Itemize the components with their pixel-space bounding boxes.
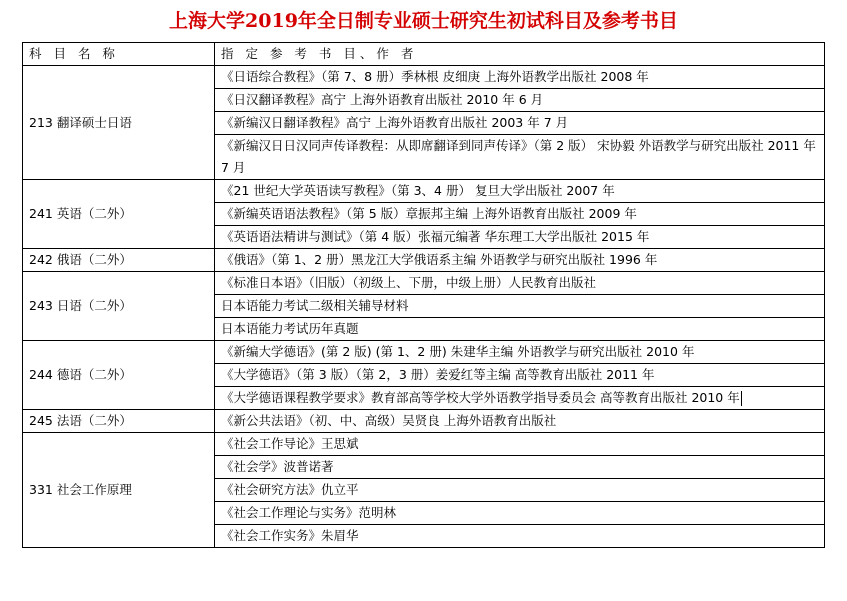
book-cell: 《俄语》（第 1、2 册）黑龙江大学俄语系主编 外语教学与研究出版社 1996 年 [215, 249, 825, 272]
book-cell: 《新编汉日日汉同声传译教程：从即席翻译到同声传译》（第 2 版） 宋协毅 外语教学与研究出版社 2011 年 7 月 [215, 135, 825, 180]
subject-cell: 241 英语（二外） [23, 180, 215, 249]
subject-cell: 331 社会工作原理 [23, 433, 215, 548]
book-cell: 《新编英语语法教程》（第 5 版）章振邦主编 上海外语教育出版社 2009 年 [215, 203, 825, 226]
book-cell: 《新公共法语》（初、中、高级）吴贤良 上海外语教育出版社 [215, 410, 825, 433]
table-row [23, 249, 825, 272]
book-cell: 《新编汉日翻译教程》高宁 上海外语教育出版社 2003 年 7 月 [215, 112, 825, 135]
book-cell: 《社会工作实务》朱眉华 [215, 525, 825, 548]
table-row [23, 410, 825, 433]
book-cell: 《大学德语》（第 3 版）（第 2，3 册）姜爱红等主编 高等教育出版社 2011 年 [215, 364, 825, 387]
table-row [23, 341, 825, 364]
book-cell: 《英语语法精讲与测试》（第 4 版）张福元编著 华东理工大学出版社 2015 年 [215, 226, 825, 249]
book-cell: 《社会研究方法》仇立平 [215, 479, 825, 502]
subject-cell: 242 俄语（二外） [23, 249, 215, 272]
reference-book-table [22, 42, 825, 548]
subject-cell: 245 法语（二外） [23, 410, 215, 433]
book-text: 《大学德语课程教学要求》教育部高等学校大学外语教学指导委员会 高等教育出版社 2010 年 [221, 390, 740, 405]
subject-cell: 244 德语（二外） [23, 341, 215, 410]
book-cell: 《标准日本语》（旧版）（初级上、下册，中级上册）人民教育出版社 [215, 272, 825, 295]
text-cursor [741, 391, 742, 406]
subject-cell: 243 日语（二外） [23, 272, 215, 341]
table-row [23, 272, 825, 295]
table-header-row [23, 43, 825, 66]
book-cell: 日本语能力考试历年真题 [215, 318, 825, 341]
book-cell: 《日语综合教程》（第 7、8 册）季林根 皮细庚 上海外语教学出版社 2008 年 [215, 66, 825, 89]
book-cell[interactable] [215, 387, 825, 410]
header-subject: 科 目 名 称 [23, 43, 215, 66]
book-cell: 《新编大学德语》(第 2 版) (第 1、2 册) 朱建华主编 外语教学与研究出版社 2010 年 [215, 341, 825, 364]
table-row [23, 180, 825, 203]
table-row [23, 66, 825, 89]
header-books: 指 定 参 考 书 目、作 者 [215, 43, 825, 66]
table-row [23, 433, 825, 456]
page-title: 上海大学2019年全日制专业硕士研究生初试科目及参考书目 [169, 10, 678, 32]
book-cell: 《日汉翻译教程》高宁 上海外语教育出版社 2010 年 6 月 [215, 89, 825, 112]
book-cell: 日本语能力考试二级相关辅导材料 [215, 295, 825, 318]
subject-cell: 213 翻译硕士日语 [23, 66, 215, 180]
book-cell: 《21 世纪大学英语读写教程》（第 3、4 册） 复旦大学出版社 2007 年 [215, 180, 825, 203]
book-cell: 《社会工作理论与实务》范明林 [215, 502, 825, 525]
book-cell: 《社会学》波普诺著 [215, 456, 825, 479]
book-cell: 《社会工作导论》王思斌 [215, 433, 825, 456]
